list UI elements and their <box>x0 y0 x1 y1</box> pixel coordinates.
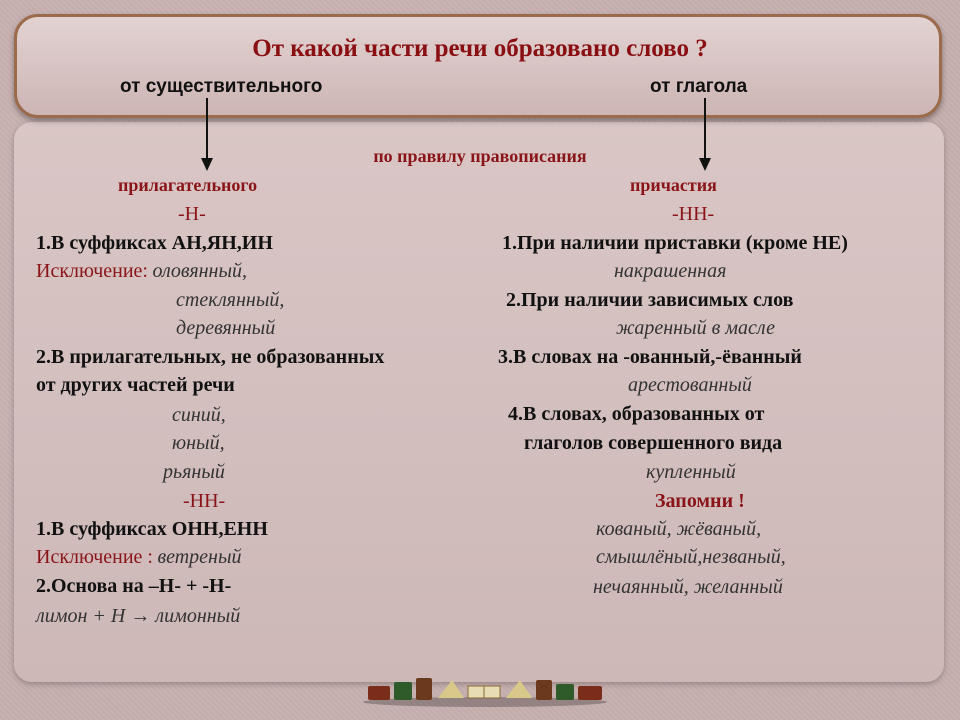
rule-text: Основа на –Н- + -Н- <box>51 575 232 597</box>
part-rule-4-line2: глаголов совершенного вида <box>524 432 783 454</box>
example-word: арестованный <box>628 374 752 396</box>
exception-word: ветреный <box>157 546 242 568</box>
double-n-label: -НН- <box>672 203 715 225</box>
example-word: юный, <box>172 432 225 454</box>
exception-label: Исключение: <box>36 260 148 282</box>
option-verb: от глагола <box>650 76 748 97</box>
example-word: купленный <box>646 461 736 483</box>
adj-rule-4 <box>36 576 231 596</box>
adj-rule-2-line1: 2.В прилагательных, не образованных <box>36 346 385 368</box>
remember-word: нечаянный, желанный <box>593 576 783 598</box>
books-decoration-icon <box>360 672 610 708</box>
adj-rule-1: 1.В суффиксах АН,ЯН,ИН <box>36 232 273 254</box>
rule-heading: по правилу правописания <box>373 146 587 166</box>
single-n-label: -Н- <box>178 203 206 225</box>
example-word: жаренный в масле <box>616 317 776 339</box>
example-word: синий, <box>172 404 226 426</box>
adj-rule-3: 1.В суффиксах ОНН,ЕНН <box>36 518 268 540</box>
exception-word: оловянный, <box>152 260 248 282</box>
part-rule-2: 2.При наличии зависимых слов <box>506 289 794 311</box>
content-panel <box>14 122 944 682</box>
double-n-label: -НН- <box>183 490 226 512</box>
rule-number: 2. <box>36 575 51 597</box>
slide-title: От какой части речи образовано слово ? <box>252 35 708 62</box>
part-rule-3: 3.В словах на -ованный,-ёванный <box>498 346 802 368</box>
adj-rule-4-example: лимон + Н → лимонный <box>36 605 241 627</box>
exception-label: Исключение : <box>36 546 153 568</box>
part-rule-1: 1.При наличии приставки (кроме НЕ) <box>502 232 848 254</box>
exception-word: стеклянный, <box>176 289 285 311</box>
part-rule-4-line1: 4.В словах, образованных от <box>508 403 765 425</box>
remember-word: кованый, жёваный, <box>596 518 762 540</box>
adj-exception2-line <box>36 547 242 567</box>
remember-word: смышлёный,незваный, <box>596 546 786 568</box>
exception-word: деревянный <box>176 317 276 339</box>
header-box <box>14 14 942 118</box>
adjective-heading: прилагательного <box>118 175 258 195</box>
remember-label: Запомни ! <box>655 490 745 512</box>
participle-heading: причастия <box>630 175 717 195</box>
adj-exception-line <box>36 261 247 281</box>
example-word: накрашенная <box>614 260 727 282</box>
example-word: рьяный <box>163 461 225 483</box>
option-noun: от существительного <box>120 76 323 97</box>
adj-rule-2-line2: от других частей речи <box>36 374 235 396</box>
